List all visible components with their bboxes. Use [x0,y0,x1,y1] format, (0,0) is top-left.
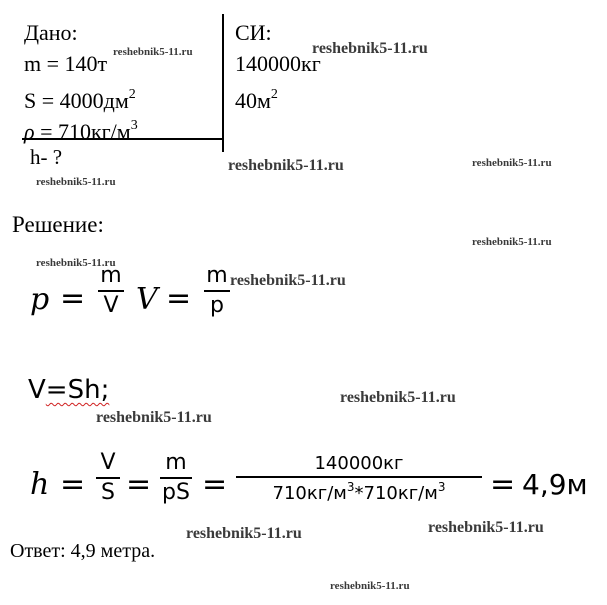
formula1-num: m [100,263,122,288]
formula1-den2: p [210,293,224,318]
given-mass: m = 140т [24,51,108,76]
formula1-den: V [103,293,119,318]
formula3-result: 4,9м [522,468,588,501]
watermark: reshebnik5-11.ru [428,519,544,536]
solution-label: Решение: [12,212,104,237]
formula1-v: V [136,282,158,317]
formula3-fraction1: V S [96,452,120,504]
watermark: reshebnik5-11.ru [36,257,116,269]
formula1-p: p [30,282,50,317]
formula3-h: h [30,467,50,502]
watermark: reshebnik5-11.ru [472,157,552,169]
given-title: Дано: [24,20,78,45]
formula3-eq3: = [202,467,228,502]
formula3-fraction2: m pS [160,452,192,504]
given-density: $\rho = 710кг/м^3$ [24,118,138,144]
formula3-eq1: = [60,467,86,502]
formula1-num2: m [206,263,228,288]
watermark: reshebnik5-11.ru [36,176,116,188]
watermark: reshebnik5-11.ru [330,580,410,592]
table-vertical-divider [222,14,224,152]
formula1-eq2: = [166,281,192,316]
formula1-fraction [98,265,124,317]
watermark: reshebnik5-11.ru [228,157,344,174]
watermark: reshebnik5-11.ru [186,525,302,542]
si-title: СИ: [235,20,272,45]
formula3-fraction3: 140000кг $710кг/м^3*710кг/м^3$ [236,455,482,503]
watermark: reshebnik5-11.ru [312,40,428,57]
answer-text: Ответ: 4,9 метра. [10,540,156,562]
watermark: reshebnik5-11.ru [96,409,212,426]
watermark: reshebnik5-11.ru [230,272,346,289]
watermark: reshebnik5-11.ru [472,236,552,248]
watermark: reshebnik5-11.ru [340,389,456,406]
given-unknown: h- ? [30,145,63,169]
si-area: $40м^2$ [235,87,278,113]
formula1-eq: = [60,281,86,316]
formula-volume: V=Sh; [28,375,110,405]
formula3-eq4: = [490,467,516,502]
formula3-eq2: = [126,467,152,502]
formula1-fraction2 [204,265,230,317]
si-mass: 140000кг [235,51,321,76]
watermark: reshebnik5-11.ru [113,46,193,58]
given-area: $S = 4000дм^2$ [24,87,136,113]
